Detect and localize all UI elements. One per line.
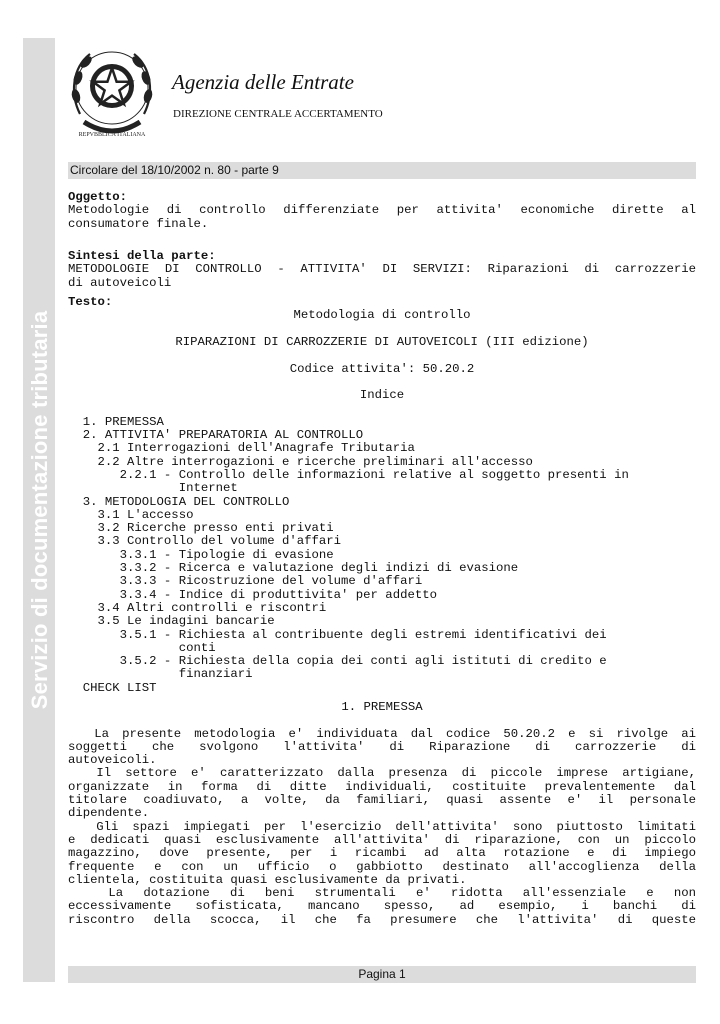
toc-entry: 3.3 Controllo del volume d'affari: [68, 534, 342, 549]
toc-entry: 2.2 Altre interrogazioni e ricerche preliminari all'accesso: [68, 454, 533, 469]
premessa-line: magazzino, dove presente, per i ricambi ad alta rotazione e di impiego: [68, 846, 696, 861]
toc-entry: 3.2 Ricerche presso enti privati: [68, 521, 334, 536]
premessa-line: organizzate in forma di ditte individuali, costituite prevalentemente dal: [68, 779, 696, 794]
toc-entry: 3.5.2 - Richiesta della copia dei conti agli istituti di credito e: [68, 654, 607, 669]
toc-entry: Internet: [68, 481, 238, 496]
premessa-line: dipendente.: [68, 806, 150, 821]
toc-entry: finanziari: [68, 667, 253, 682]
toc-entry: 3.3.3 - Ricostruzione del volume d'affari: [68, 574, 423, 589]
toc-entry: 2.1 Interrogazioni dell'Anagrafe Tributaria: [68, 441, 415, 456]
oggetto-label: Oggetto:: [68, 190, 128, 204]
document-body: [68, 191, 696, 927]
sintesi-line-1: METODOLOGIE DI CONTROLLO - ATTIVITA' DI SERVIZI: Riparazioni di carrozzerie: [68, 262, 696, 277]
premessa-line: autoveicoli.: [68, 753, 157, 768]
toc-entry: 3.3.1 - Tipologie di evasione: [68, 547, 334, 562]
toc-entry: conti: [68, 640, 216, 655]
premessa-line: Il settore e' caratterizzato dalla presenza di piccole imprese artigiane,: [68, 766, 696, 781]
testo-title-methodology: Metodologia di controllo: [293, 308, 471, 323]
page-number: Pagina 1: [358, 967, 406, 981]
testo-label: Testo:: [68, 295, 113, 310]
oggetto-line-1: Metodologie di controllo differenziate per attivita' economiche dirette al: [68, 203, 696, 218]
toc-entry: 3.3.2 - Ricerca e valutazione degli indizi di evasione: [68, 561, 519, 576]
sidebar-title: Servizio di documentazione tributaria: [27, 310, 52, 710]
premessa-heading: 1. PREMESSA: [341, 699, 423, 714]
page-footer-bar: [68, 966, 696, 983]
toc-entry: 3.5 Le indagini bancarie: [68, 614, 275, 629]
toc-entry: 2. ATTIVITA' PREPARATORIA AL CONTROLLO: [68, 428, 364, 443]
toc-entry: 3.1 L'accesso: [68, 507, 194, 522]
premessa-body: [68, 728, 696, 927]
toc-entry: 3.5.1 - Richiesta al contribuente degli estremi identificativi dei: [68, 627, 607, 642]
svg-text:REPVBBLICA ITALIANA: REPVBBLICA ITALIANA: [78, 132, 146, 138]
premessa-line: riscontro della scocca, il che fa presumere che l'attivita' di queste: [68, 912, 696, 927]
testo-title-activity: RIPARAZIONI DI CARROZZERIE DI AUTOVEICOLI (III edizione): [175, 334, 589, 349]
toc-entry: CHECK LIST: [68, 680, 157, 695]
circular-header-bar: [68, 162, 696, 179]
toc-entry: 3. METODOLOGIA DEL CONTROLLO: [68, 494, 290, 509]
premessa-line: frequente e con un ufficio o gabbiotto destinato all'accoglienza della: [68, 859, 696, 874]
toc-entry: 3.3.4 - Indice di produttivita' per addetto: [68, 587, 437, 602]
oggetto-line-2: consumatore finale.: [68, 216, 209, 231]
sintesi-label: Sintesi della parte:: [68, 249, 216, 264]
toc-entry: 1. PREMESSA: [68, 414, 164, 429]
premessa-line: soggetti che svolgono l'attivita' di Riparazione di carrozzerie di: [68, 739, 696, 754]
premessa-line: clientela, costituita quasi esclusivamente da privati.: [68, 872, 467, 887]
premessa-line: e dedicati quasi esclusivamente all'attivita' di riparazione, con un piccolo: [68, 832, 696, 847]
table-of-contents: [68, 416, 696, 695]
premessa-line: La presente metodologia e' individuata dal codice 50.20.2 e si rivolge ai: [68, 726, 696, 741]
premessa-line: La dotazione di beni strumentali e' ridotta all'essenziale e non: [68, 886, 696, 901]
toc-entry: 3.4 Altri controlli e riscontri: [68, 600, 327, 615]
testo-activity-code: Codice attivita': 50.20.2: [289, 361, 475, 376]
sintesi-line-2: di autoveicoli: [68, 275, 172, 290]
toc-entry: 2.2.1 - Controllo delle informazioni relative al soggetto presenti in: [68, 467, 629, 482]
premessa-line: Gli spazi impiegati per l'esercizio dell'attivita' sono piuttosto limitati: [68, 819, 696, 834]
repubblica-italiana-emblem-icon: [66, 44, 158, 140]
testo-index-title: Indice: [359, 388, 405, 403]
premessa-line: eccessivamente sofisticata, mancano spesso, ad esempio, i banchi di: [68, 899, 696, 914]
premessa-line: titolare coadiuvato, a volte, da familiari, quasi assente e' il personale: [68, 793, 696, 808]
circular-title: Circolare del 18/10/2002 n. 80 - parte 9: [70, 163, 279, 177]
agency-name: Agenzia delle Entrate: [172, 70, 354, 94]
agency-department: DIREZIONE CENTRALE ACCERTAMENTO: [173, 108, 383, 120]
